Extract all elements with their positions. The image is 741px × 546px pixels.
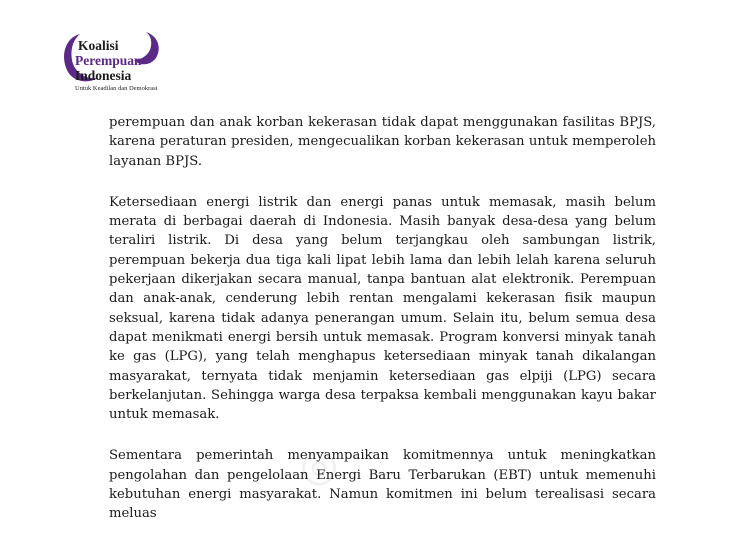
paragraph-government-commitment: Sementara pemerintah menyampaikan komitmennya untuk meningkatkan pengolahan dan pengelolaan Energi Baru Terbarukan (EBT) untuk memenuhi kebutuhan energi masyarakat. Namun komitmen ini belum terealisasi secara meluas (109, 448, 656, 522)
document-body (109, 113, 656, 546)
logo-tagline: Untuk Keadilan dan Demokrasi (75, 85, 158, 92)
organization-logo (58, 28, 178, 104)
logo-line-indonesia: Indonesia (75, 68, 132, 83)
logo-line-koalisi: Koalisi (78, 38, 119, 53)
paragraph-bpjs: perempuan dan anak korban kekerasan tidak dapat menggunakan fasilitas BPJS, karena peraturan presiden, mengecualikan korban kekerasan untuk memperoleh layanan BPJS. (109, 115, 656, 169)
paragraph-energy-availability: Ketersediaan energi listrik dan energi panas untuk memasak, masih belum merata di berbagai daerah di Indonesia. Masih banyak desa-desa yang belum teraliri listrik. Di desa yang belum terjangkau oleh sambungan listrik, perempuan bekerja dua tiga kali lipat lebih lama dan lebih lelah karena seluruh pekerjaan dikerjakan secara manual, tanpa bantuan alat elektronik. Perempuan dan anak-anak, cenderung lebih rentan mengalami kekerasan fisik maupun seksual, karena tidak adanya penerangan umum. Selain itu, belum semua desa dapat menikmati energi bersih untuk memasak. Program konversi minyak tanah ke gas (LPG), yang telah menghapus ketersediaan minyak tanah dikalangan masyarakat, ternyata tidak menjamin ketersediaan gas elpiji (LPG) secara berkelanjutan. Sehingga warga desa terpaksa kembali menggunakan kayu bakar untuk memasak. (109, 194, 656, 423)
logo-line-perempuan: Perempuan (75, 53, 142, 68)
watermark: ◎ (300, 440, 341, 491)
